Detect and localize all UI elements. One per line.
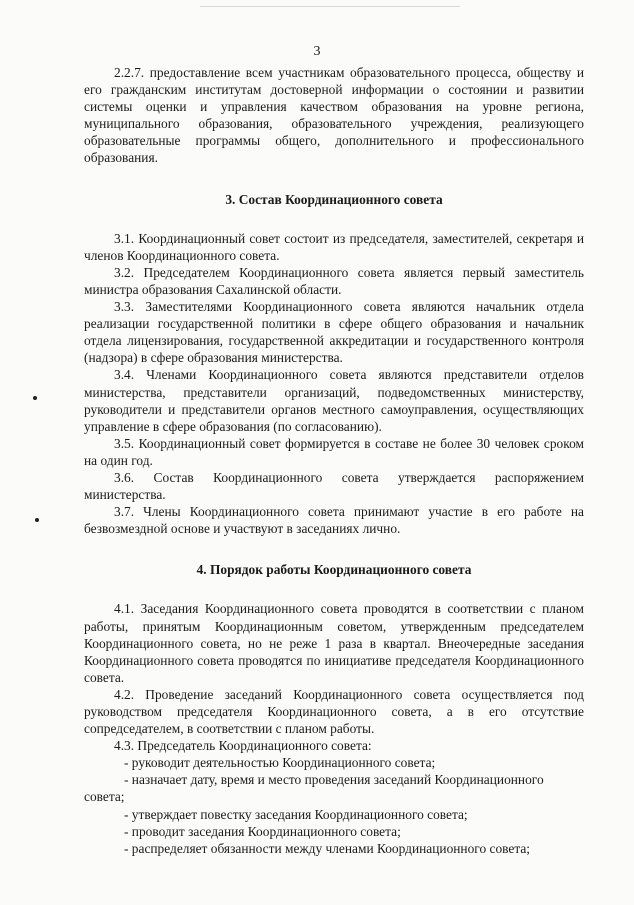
section-4-heading: 4. Порядок работы Координационного совета	[196, 562, 472, 578]
list-item: - назначает дату, время и место проведения заседаний Координационного	[124, 772, 544, 788]
list-item: - утверждает повестку заседания Координационного совета;	[124, 806, 468, 822]
list-item-continuation: совета;	[84, 789, 125, 805]
list-item: - распределяет обязанности между членами Координационного совета;	[124, 840, 531, 856]
paragraph-3-5: 3.5. Координационный совет формируется в составе не более 30 человек сроком на один год.	[84, 435, 584, 468]
list-item: - проводит заседания Координационного совета;	[124, 823, 401, 839]
paragraph-4-1: 4.1. Заседания Координационного совета проводятся в соответствии с планом работы, принятым Координационным советом, утвержденным председателем Координационного совета, но не реже 1 раза в квартал. Внеочередные заседания Координационного совета проводятся по инициативе председателя Координационного совета.	[84, 601, 584, 685]
paragraph-3-3: 3.3. Заместителями Координационного совета являются начальник отдела реализации государственной политики в сфере общего образования и начальник отдела лицензирования, государственной аккредитации и государственного контроля (надзора) в сфере образования министерства.	[84, 299, 584, 366]
scan-edge-line	[200, 6, 460, 7]
scan-speck	[35, 518, 39, 522]
scan-speck	[33, 396, 37, 400]
section-3-heading: 3. Состав Координационного совета	[225, 191, 443, 207]
page-number: 3	[313, 44, 321, 59]
paragraph-3-1: 3.1. Координационный совет состоит из председателя, заместителей, секретаря и членов Координационного совета.	[84, 230, 584, 263]
paragraph-4-2: 4.2. Проведение заседаний Координационного совета осуществляется под руководством председателя Координационного совета, а в его отсутствие сопредседателем, в соответствии с планом работы.	[84, 686, 584, 737]
clause-2-2-7: 2.2.7. предоставление всем участникам образовательного процесса, обществу и его гражданским институтам достоверной информации о состоянии и развитии системы оценки и управления качеством образования на уровне региона, муниципального образования, образовательного учреждения, реализующего образовательные программы общего, дополнительного и профессионального образования.	[84, 65, 584, 166]
list-item: - руководит деятельностью Координационного совета;	[124, 755, 436, 771]
paragraph-3-7: 3.7. Члены Координационного совета принимают участие в его работе на безвозмездной основе и участвуют в заседаниях лично.	[84, 504, 584, 537]
paragraph-3-6: 3.6. Состав Координационного совета утверждается распоряжением министерства.	[84, 469, 584, 503]
document-body	[84, 64, 584, 857]
paragraph-4-3: 4.3. Председатель Координационного совета:	[114, 738, 372, 754]
paragraph-3-2: 3.2. Председателем Координационного совета является первый заместитель министра образования Сахалинской области.	[84, 264, 584, 297]
paragraph-3-4: 3.4. Членами Координационного совета являются представители отделов министерства, представители организаций, подведомственных министерству, руководители и представители органов местного самоуправления, осуществляющих управление в сфере образования (по согласованию).	[84, 367, 584, 434]
